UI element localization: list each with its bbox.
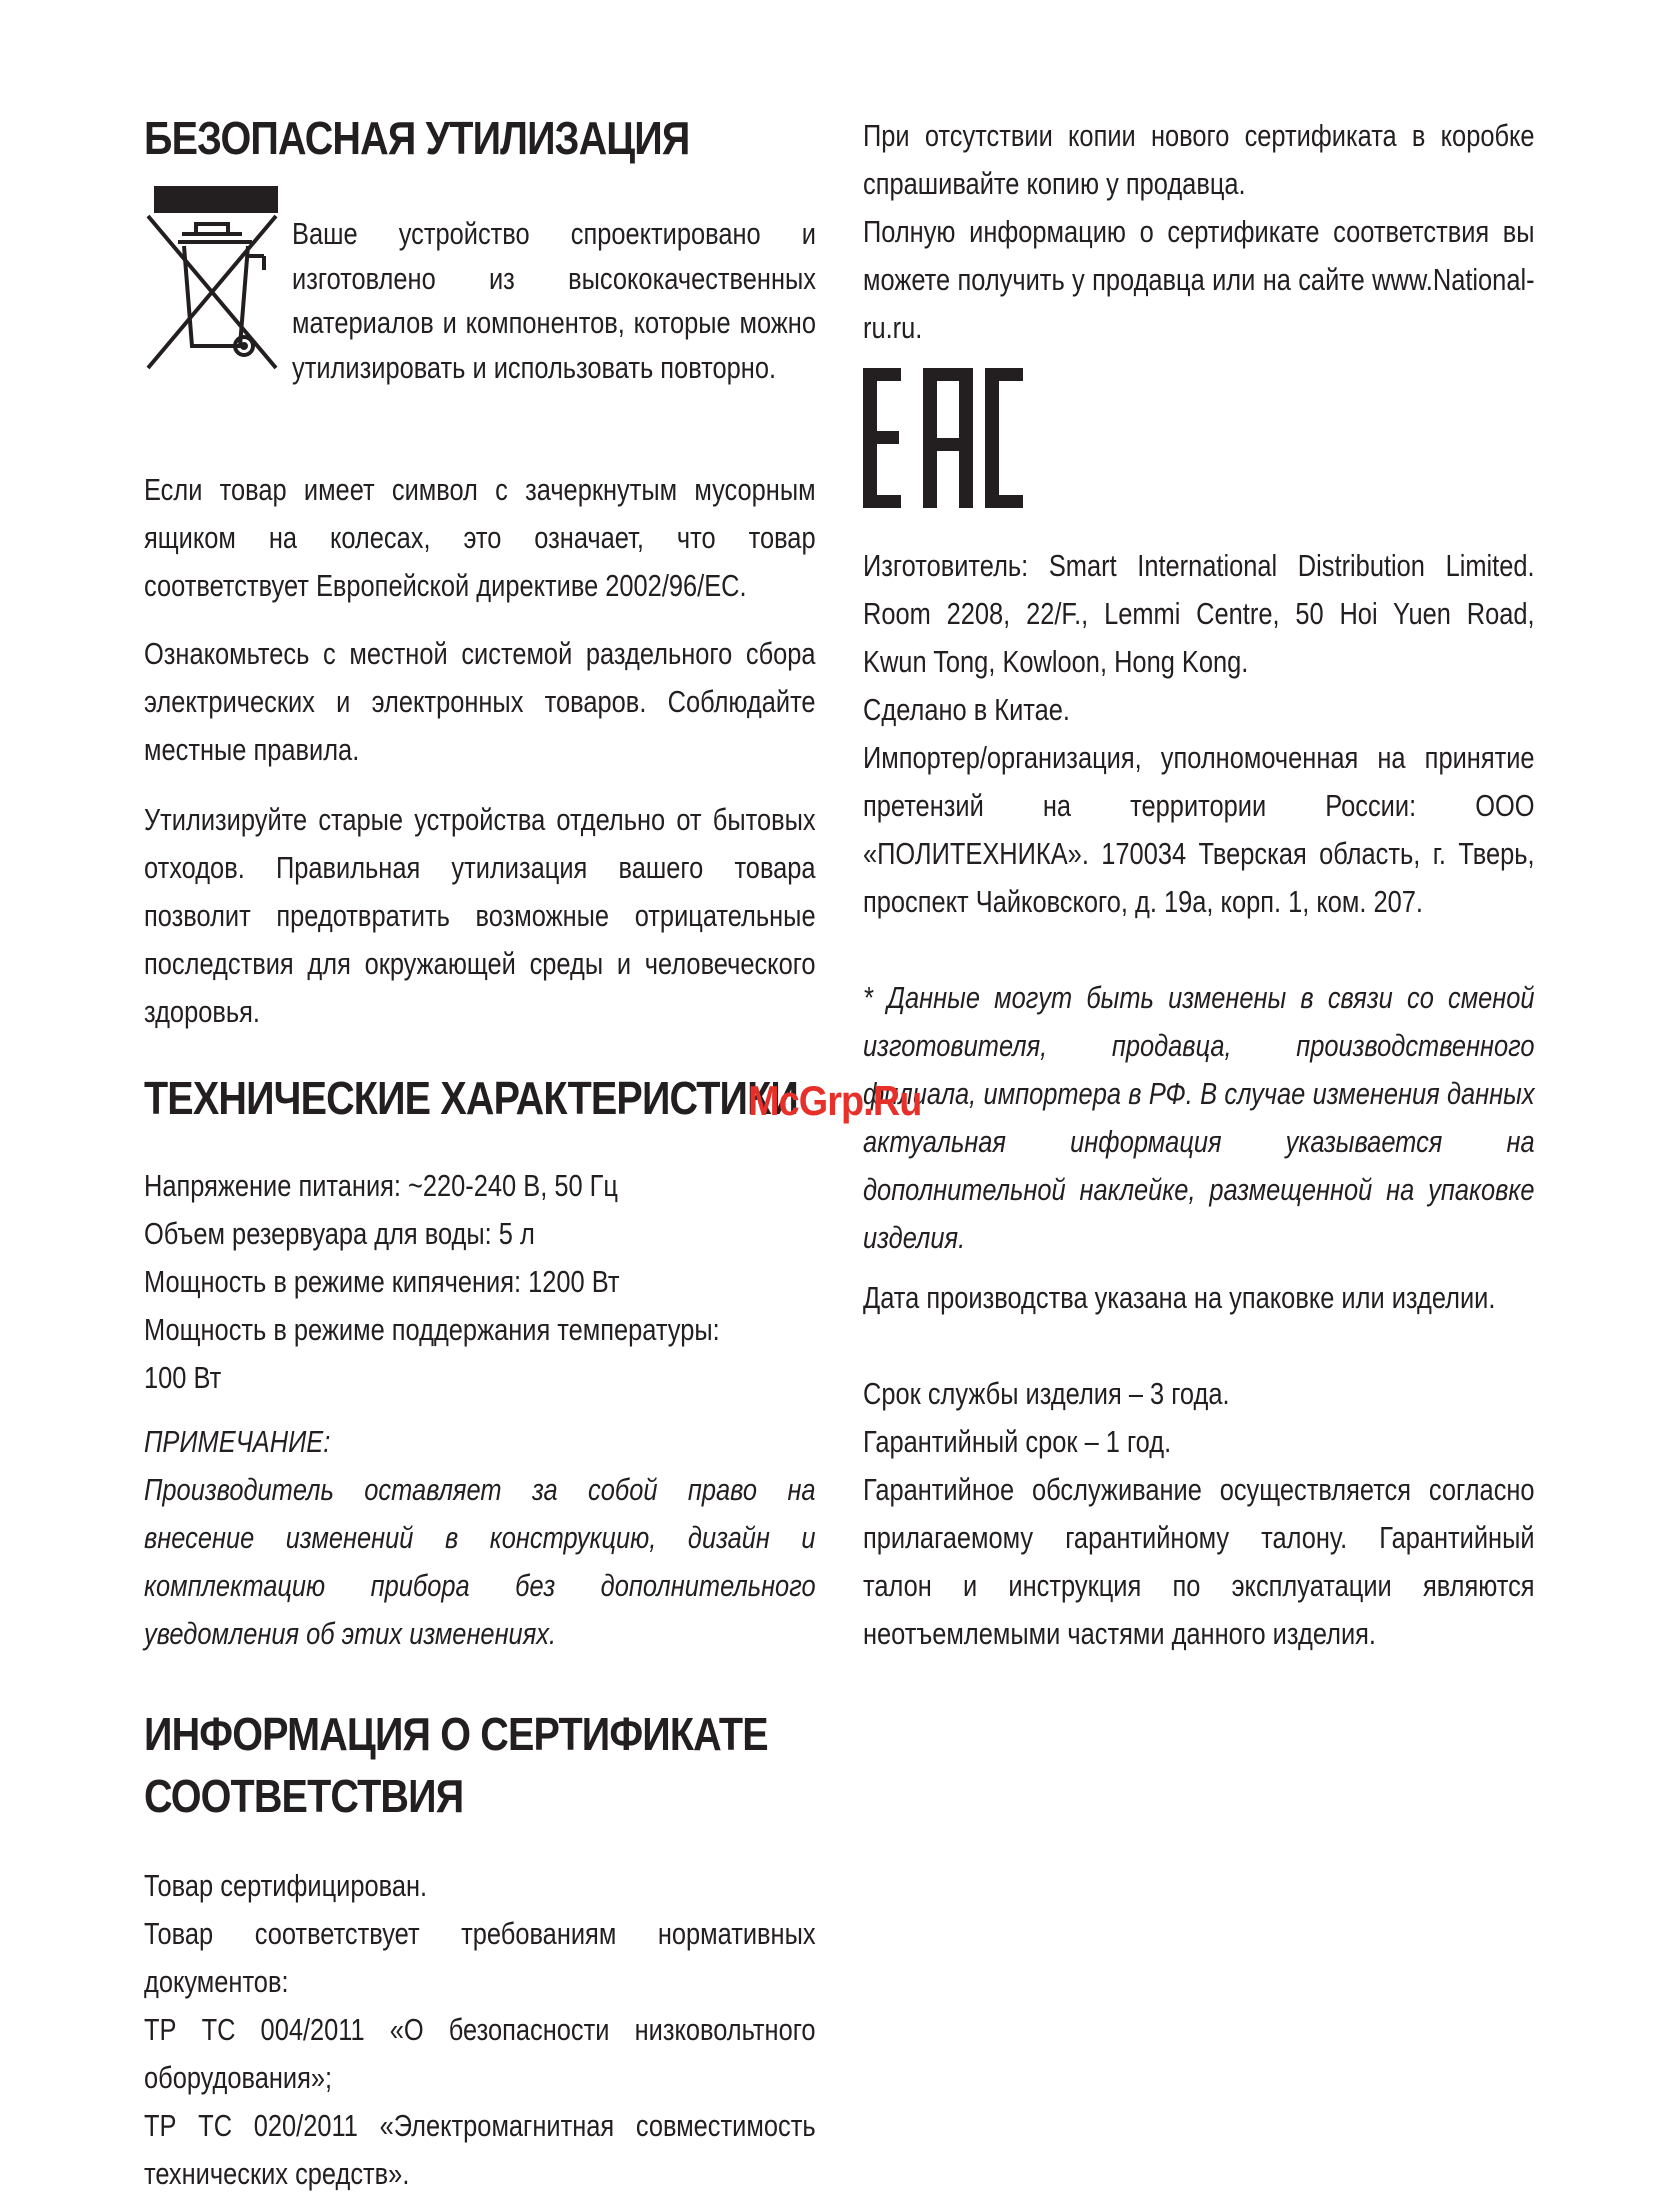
manufacturer-text: Изготовитель: Smart International Distribution Limited. Room 2208, 22/F., Lemmi Centre, 50 Hoi Yuen Road, Kwun Tong, Kowloon, Hong Kong. <box>863 548 1535 679</box>
spec-volume: Объем резервуара для воды: 5 л <box>144 1216 535 1251</box>
note-label: ПРИМЕЧАНИЕ: <box>144 1424 331 1459</box>
spec-voltage: Напряжение питания: ~220-240 В, 50 Гц <box>144 1168 618 1203</box>
disposal-paragraph-3: Утилизируйте старые устройства отдельно от бытовых отходов. Правильная утилизация вашего товара позволит предотвратить возможные отрицательные последствия для окружающей среды и человеческого здоровья. <box>144 802 816 1029</box>
warranty-period-text: Гарантийный срок – 1 год. <box>863 1424 1172 1459</box>
disposal-paragraph-1: Если товар имеет символ с зачеркнутым мусорным ящиком на колесах, это означает, что товар соответствует Европейской директиве 2002/96/EC. <box>144 472 816 603</box>
note-text: Производитель оставляет за собой право на внесение изменений в конструкцию, дизайн и комплектацию прибора без дополнительного уведомления об этих изменениях. <box>144 1472 816 1651</box>
watermark: McGrp.Ru <box>748 1077 922 1124</box>
certificate-heading-line-1: ИНФОРМАЦИЯ О СЕРТИФИКАТЕ <box>144 1708 768 1760</box>
production-date-text: Дата производства указана на упаковке или изделии. <box>863 1280 1496 1315</box>
spec-boil-power: Мощность в режиме кипячения: 1200 Вт <box>144 1264 620 1299</box>
full-info-note: Полную информацию о сертификате соответствия вы можете получить у продавца или на сайте www.National-ru.ru. <box>863 214 1535 345</box>
weee-bar <box>154 186 278 213</box>
specs-list <box>144 1162 963 1402</box>
crossed-bin-icon <box>144 212 280 426</box>
disclaimer-text: * Данные могут быть изменены в связи со сменой изготовителя, продавца, производственного филиала, импортера в РФ. В случае изменения данных актуальная информация указывается на дополнительной наклейке, размещенной на упаковке изделия. <box>863 980 1535 1255</box>
certified-text: Товар сертифицирован. <box>144 1868 428 1903</box>
disposal-intro-text: Ваше устройство спроектировано и изготовлено из высококачественных материалов и компонентов, которые можно утилизировать и использовать повторно. <box>292 216 816 385</box>
service-life-text: Срок службы изделия – 3 года. <box>863 1376 1230 1411</box>
disposal-intro <box>292 212 816 390</box>
conforms-text: Товар соответствует требованиям нормативных документов: <box>144 1916 816 1999</box>
tr-004-text: ТР ТС 004/2011 «О безопасности низковольтного оборудования»; <box>144 2012 816 2095</box>
spec-keep-warm-power: Мощность в режиме поддержания температуры: 100 Вт <box>144 1312 720 1395</box>
disposal-paragraph-2: Ознакомьтесь с местной системой раздельного сбора электрических и электронных товаров. Соблюдайте местные правила. <box>144 636 816 767</box>
warranty-service-text: Гарантийное обслуживание осуществляется согласно прилагаемому гарантийному талону. Гарантийный талон и инструкция по эксплуатации являются неотъемлемыми частями данного изделия. <box>863 1472 1535 1651</box>
specs-heading: ТЕХНИЧЕСКИЕ ХАРАКТЕРИСТИКИ <box>144 1072 798 1124</box>
tr-020-text: ТР ТС 020/2011 «Электромагнитная совместимость технических средств». <box>144 2108 816 2191</box>
copy-note: При отсутствии копии нового сертификата в коробке спрашивайте копию у продавца. <box>863 118 1535 201</box>
importer-text: Импортер/организация, уполномоченная на принятие претензий на территории России: ООО «ПОЛИТЕХНИКА». 170034 Тверская область, г. Тверь, проспект Чайковского, д. 19а, корп. 1, ком. 207. <box>863 740 1535 919</box>
made-in-text: Сделано в Китае. <box>863 692 1070 727</box>
certificate-heading-line-2: СООТВЕТСТВИЯ <box>144 1770 464 1822</box>
eac-mark <box>863 368 1023 508</box>
disposal-heading: БЕЗОПАСНАЯ УТИЛИЗАЦИЯ <box>144 112 690 164</box>
